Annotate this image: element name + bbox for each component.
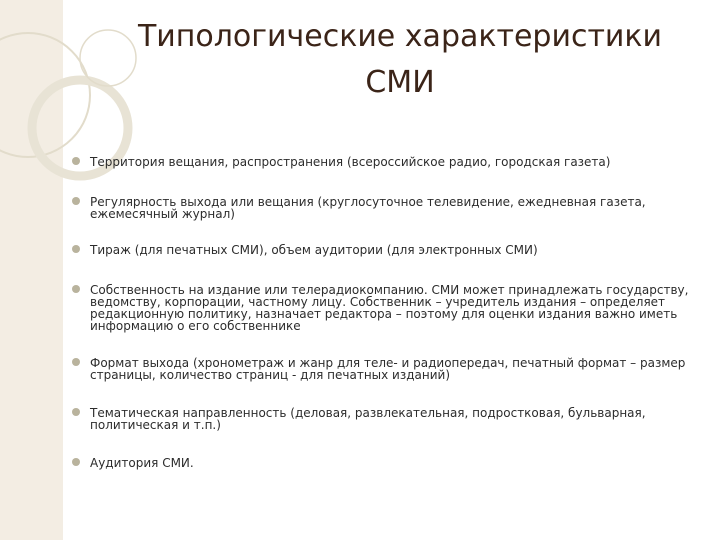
bullet-dot-icon bbox=[72, 458, 80, 466]
bullet-dot-icon bbox=[72, 358, 80, 366]
bullet-text: Формат выхода (хронометраж и жанр для теле- и радиопередач, печатный формат – размер страницы, количество страниц - для печатных изданий) bbox=[90, 356, 686, 382]
bullet-text: Регулярность выхода или вещания (круглосуточное телевидение, ежедневная газета, ежемесячный журнал) bbox=[90, 195, 646, 221]
bullet-text: Тематическая направленность (деловая, развлекательная, подростковая, бульварная, политическая и т.п.) bbox=[90, 406, 646, 432]
title-line-2: СМИ bbox=[365, 65, 435, 100]
bullet-item bbox=[60, 156, 712, 168]
bullet-text: Тираж (для печатных СМИ), объем аудитории (для электронных СМИ) bbox=[90, 243, 538, 257]
title-line-1: Типологические характеристики bbox=[137, 19, 663, 54]
bullet-item bbox=[60, 457, 712, 469]
bullet-dot-icon bbox=[72, 245, 80, 253]
slide-title bbox=[90, 14, 710, 106]
bullet-item bbox=[60, 407, 712, 431]
bullet-dot-icon bbox=[72, 285, 80, 293]
bullet-item bbox=[60, 284, 712, 332]
bullet-dot-icon bbox=[72, 157, 80, 165]
bullet-text: Собственность на издание или телерадиокомпанию. СМИ может принадлежать государству, ведомству, корпорации, частному лицу. Собственник – учредитель издания – определяет редакционную политику, назначает редактора – поэтому для оценки издания важно иметь информацию о его собственнике bbox=[90, 283, 689, 333]
bullet-dot-icon bbox=[72, 408, 80, 416]
bullet-item bbox=[60, 357, 712, 381]
bullet-text: Территория вещания, распространения (всероссийское радио, городская газета) bbox=[90, 155, 611, 169]
bullet-item bbox=[60, 244, 712, 256]
bullet-item bbox=[60, 196, 712, 220]
bullet-dot-icon bbox=[72, 197, 80, 205]
bullet-text: Аудитория СМИ. bbox=[90, 456, 194, 470]
